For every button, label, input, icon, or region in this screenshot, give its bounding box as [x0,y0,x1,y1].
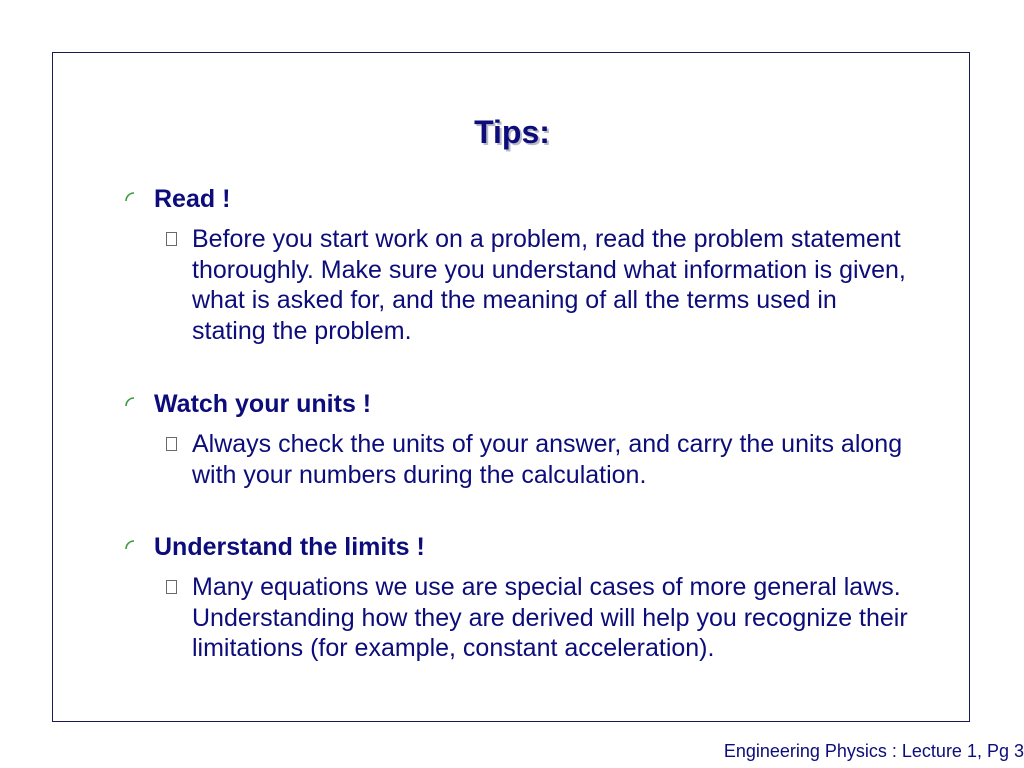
arc-bullet-icon [124,191,136,203]
box-bullet-icon [166,232,177,246]
tip-body: Before you start work on a problem, read the problem statement thoroughly. Make sure you understand what information is given, what is asked for, and the meaning of all the terms used in stating the problem. [192,225,906,345]
slide-footer: Engineering Physics : Lecture 1, Pg 3 [723,741,1024,761]
slide-title: Tips: [474,114,550,150]
tip-body: Many equations we use are special cases of more general laws. Understanding how they are derived will help you recognize their limitations (for example, constant acceleration). [192,573,908,662]
box-bullet-icon [166,437,177,451]
tip-heading: Understand the limits ! [154,533,425,561]
tip-heading: Read ! [154,185,231,213]
tip-body: Always check the units of your answer, and carry the units along with your numbers during the calculation. [192,430,903,489]
arc-bullet-icon [124,396,136,408]
box-bullet-icon [166,580,177,594]
arc-bullet-icon [124,539,136,551]
tip-heading: Watch your units ! [154,390,372,418]
